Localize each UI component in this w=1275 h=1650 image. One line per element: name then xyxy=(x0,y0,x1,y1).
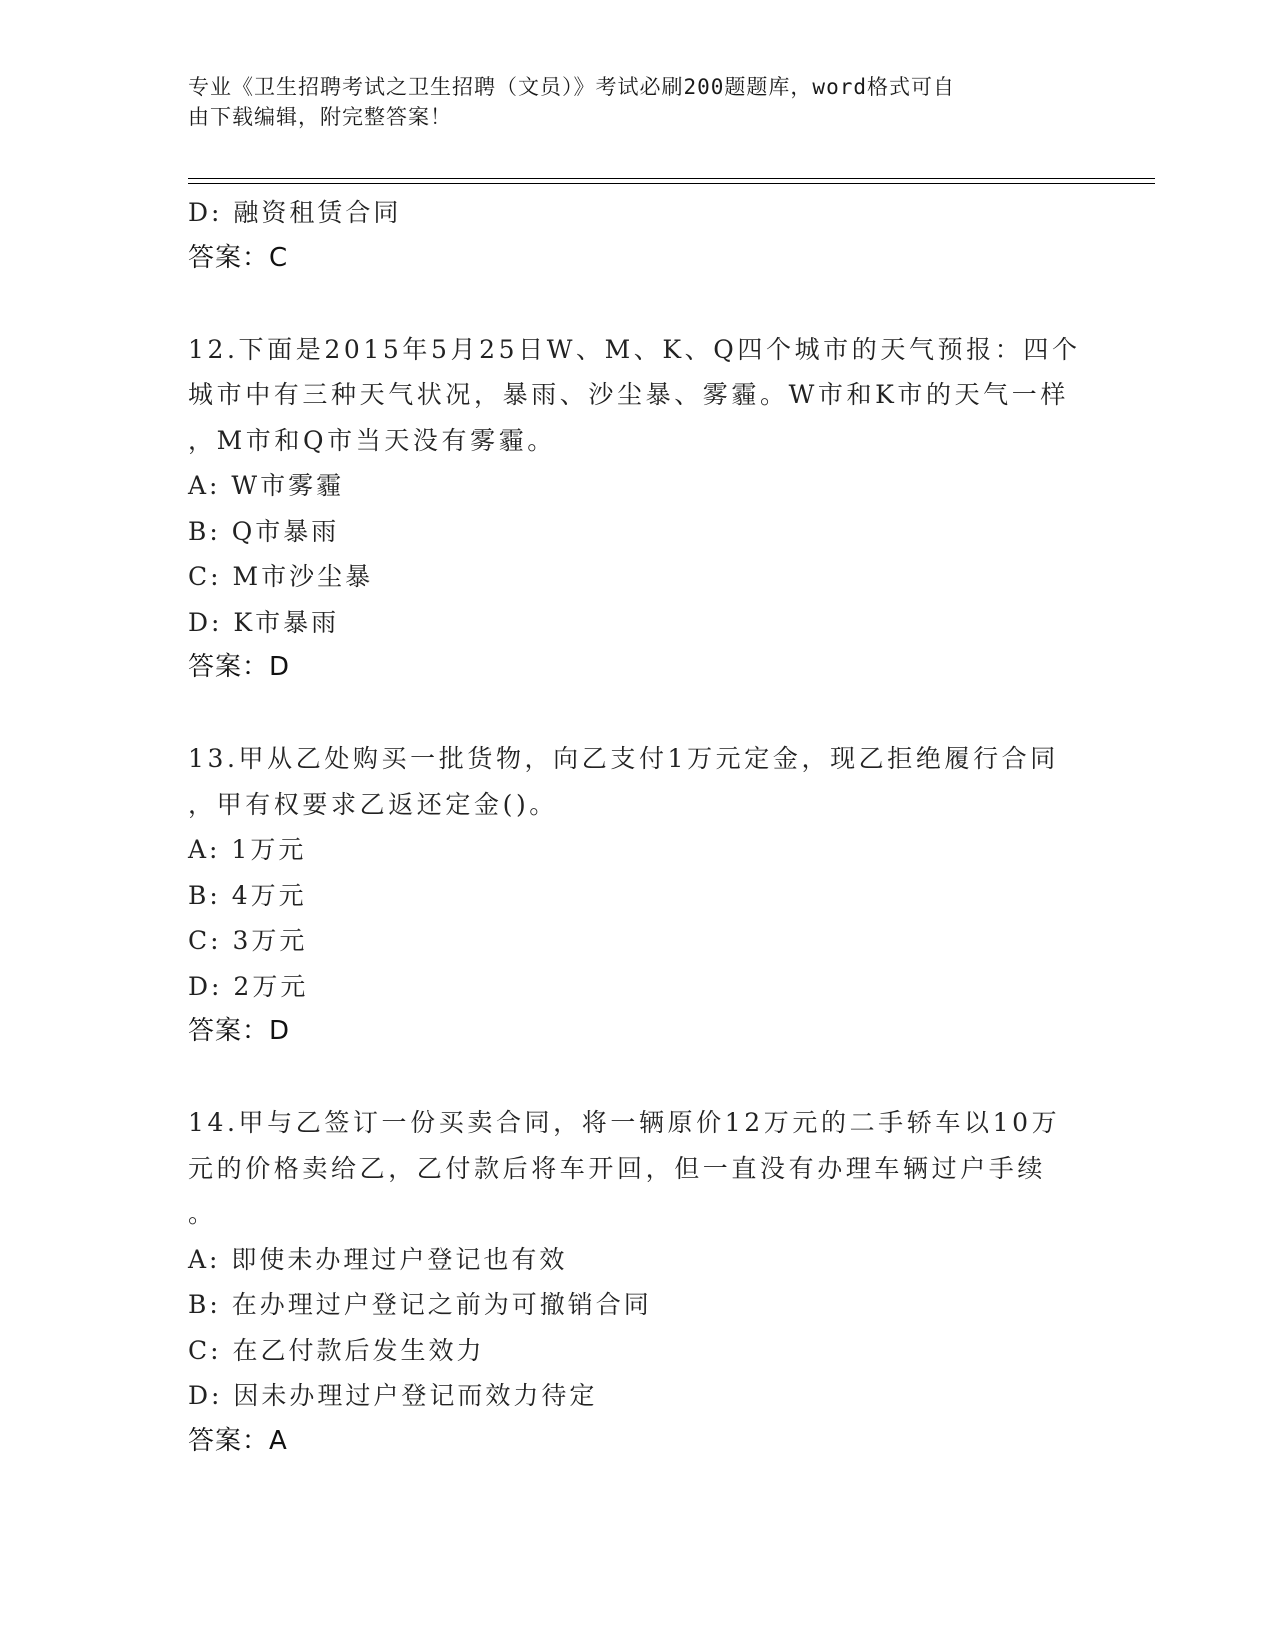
question-stem xyxy=(188,327,1088,464)
question-13 xyxy=(188,736,1088,1055)
previous-question-tail xyxy=(188,190,1088,281)
spacer xyxy=(188,281,1088,327)
stem-line: 。 xyxy=(188,1199,217,1228)
stem-line: ，M市和Q市当天没有雾霾。 xyxy=(188,425,556,455)
header-divider-top xyxy=(188,178,1155,179)
answer-line: 答案：D xyxy=(188,652,291,682)
question-stem xyxy=(188,1100,1088,1237)
option-d: D: K市暴雨 xyxy=(188,607,340,637)
answer-line: 答案：C xyxy=(188,242,289,273)
stem-line: 12.下面是2015年5月25日W、M、K、Q四个城市的天气预报：四个 xyxy=(188,334,1081,364)
question-12 xyxy=(188,327,1088,691)
stem-line: 13.甲从乙处购买一批货物，向乙支付1万元定金，现乙拒绝履行合同 xyxy=(188,744,1059,773)
document-body xyxy=(188,190,1088,1464)
question-14 xyxy=(188,1100,1088,1464)
header-line-1: 专业《卫生招聘考试之卫生招聘（文员）》考试必刷200题题库，word格式可自 xyxy=(188,75,955,99)
question-stem xyxy=(188,736,1088,827)
header-line-2: 由下载编辑，附完整答案！ xyxy=(188,105,452,129)
option-b: B: 4万元 xyxy=(188,880,307,910)
option-a: A: 1万元 xyxy=(188,835,307,864)
option-a: A: 即使未办理过户登记也有效 xyxy=(188,1244,568,1274)
option-c: C: 在乙付款后发生效力 xyxy=(188,1335,485,1365)
option-b: B: Q市暴雨 xyxy=(188,516,340,546)
stem-line: 元的价格卖给乙，乙付款后将车开回，但一直没有办理车辆过户手续 xyxy=(188,1153,1047,1183)
answer-line: 答案：A xyxy=(188,1425,288,1456)
stem-line: 城市中有三种天气状况，暴雨、沙尘暴、雾霾。W市和K市的天气一样 xyxy=(188,380,1069,409)
option-c: C: 3万元 xyxy=(188,926,308,955)
option-b: B: 在办理过户登记之前为可撤销合同 xyxy=(188,1290,652,1319)
option-c: C: M市沙尘暴 xyxy=(188,562,374,591)
spacer xyxy=(188,1055,1088,1101)
page-header xyxy=(188,72,1068,132)
option-d: D: 2万元 xyxy=(188,971,309,1001)
option-a: A: W市雾霾 xyxy=(188,471,345,500)
option-d: D: 因未办理过户登记而效力待定 xyxy=(188,1381,598,1410)
stem-line: 14.甲与乙签订一份买卖合同，将一辆原价12万元的二手轿车以10万 xyxy=(188,1108,1061,1137)
stem-line: ，甲有权要求乙返还定金()。 xyxy=(188,789,558,819)
option-d: D: 融资租赁合同 xyxy=(188,198,402,227)
spacer xyxy=(188,691,1088,737)
answer-line: 答案：D xyxy=(188,1016,291,1046)
header-divider-bottom xyxy=(188,183,1155,184)
